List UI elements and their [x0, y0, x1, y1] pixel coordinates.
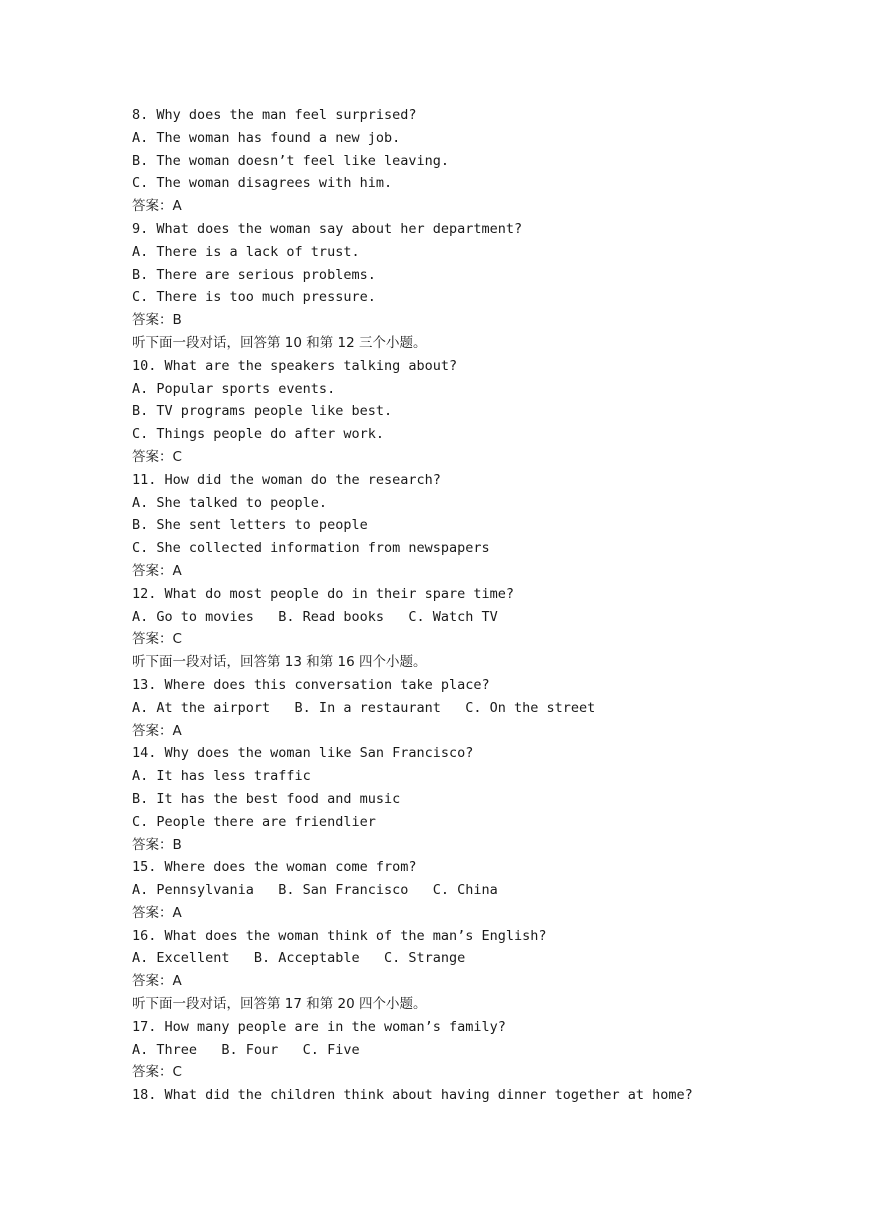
option-line: A. Excellent B. Acceptable C. Strange	[132, 950, 466, 967]
question-line: 8. Why does the man feel surprised?	[132, 107, 417, 123]
section-instruction: 听下面一段对话，回答第 17 和第 20 四个小题。	[132, 996, 427, 1013]
answer-line: 答案：A	[132, 904, 182, 921]
option-line: A. Popular sports events.	[132, 380, 336, 397]
option-line: A. There is a lack of trust.	[132, 243, 360, 260]
option-line: A. The woman has found a new job.	[132, 129, 401, 146]
answer-line: 答案：C	[132, 631, 182, 648]
option-line: C. The woman disagrees with him.	[132, 175, 393, 192]
option-line: A. It has less traffic	[132, 768, 311, 785]
option-line: C. There is too much pressure.	[132, 289, 376, 306]
option-line: A. Three B. Four C. Five	[132, 1041, 360, 1058]
question-line: 18. What did the children think about having dinner together at home?	[132, 1087, 693, 1104]
answer-line: 答案：A	[132, 722, 182, 739]
question-line: 15. Where does the woman come from?	[132, 859, 417, 876]
option-line: A. Pennsylvania B. San Francisco C. China	[132, 882, 498, 899]
question-line: 13. Where does this conversation take place?	[132, 676, 490, 693]
section-instruction: 听下面一段对话，回答第 13 和第 16 四个小题。	[132, 654, 427, 671]
answer-line: 答案：C	[132, 1064, 182, 1081]
option-line: C. She collected information from newspapers	[132, 540, 490, 557]
option-line: B. She sent letters to people	[132, 517, 368, 534]
answer-line: 答案：B	[132, 836, 182, 853]
question-line: 16. What does the woman think of the man’s English?	[132, 927, 547, 944]
answer-line: 答案：A	[132, 198, 182, 215]
option-line: B. TV programs people like best.	[132, 403, 393, 420]
option-line: A. Go to movies B. Read books C. Watch TV	[132, 608, 498, 625]
question-line: 10. What are the speakers talking about?	[132, 357, 458, 374]
option-line: C. People there are friendlier	[132, 813, 376, 830]
question-line: 11. How did the woman do the research?	[132, 471, 441, 488]
question-line: 14. Why does the woman like San Francisco?	[132, 745, 474, 762]
answer-line: 答案：B	[132, 312, 182, 329]
option-line: A. She talked to people.	[132, 494, 328, 511]
option-line: C. Things people do after work.	[132, 426, 384, 443]
answer-line: 答案：C	[132, 448, 182, 465]
section-instruction: 听下面一段对话，回答第 10 和第 12 三个小题。	[132, 334, 427, 351]
document-body	[132, 104, 832, 1107]
option-line: B. It has the best food and music	[132, 790, 401, 807]
question-line: 17. How many people are in the woman’s family?	[132, 1018, 506, 1035]
option-line: B. The woman doesn’t feel like leaving.	[132, 152, 449, 169]
option-line: B. There are serious problems.	[132, 266, 376, 283]
question-line: 12. What do most people do in their spare time?	[132, 585, 515, 602]
answer-line: 答案：A	[132, 562, 182, 579]
option-line: A. At the airport B. In a restaurant C. On the street	[132, 699, 596, 716]
question-line: 9. What does the woman say about her department?	[132, 220, 523, 237]
answer-line: 答案：A	[132, 973, 182, 990]
